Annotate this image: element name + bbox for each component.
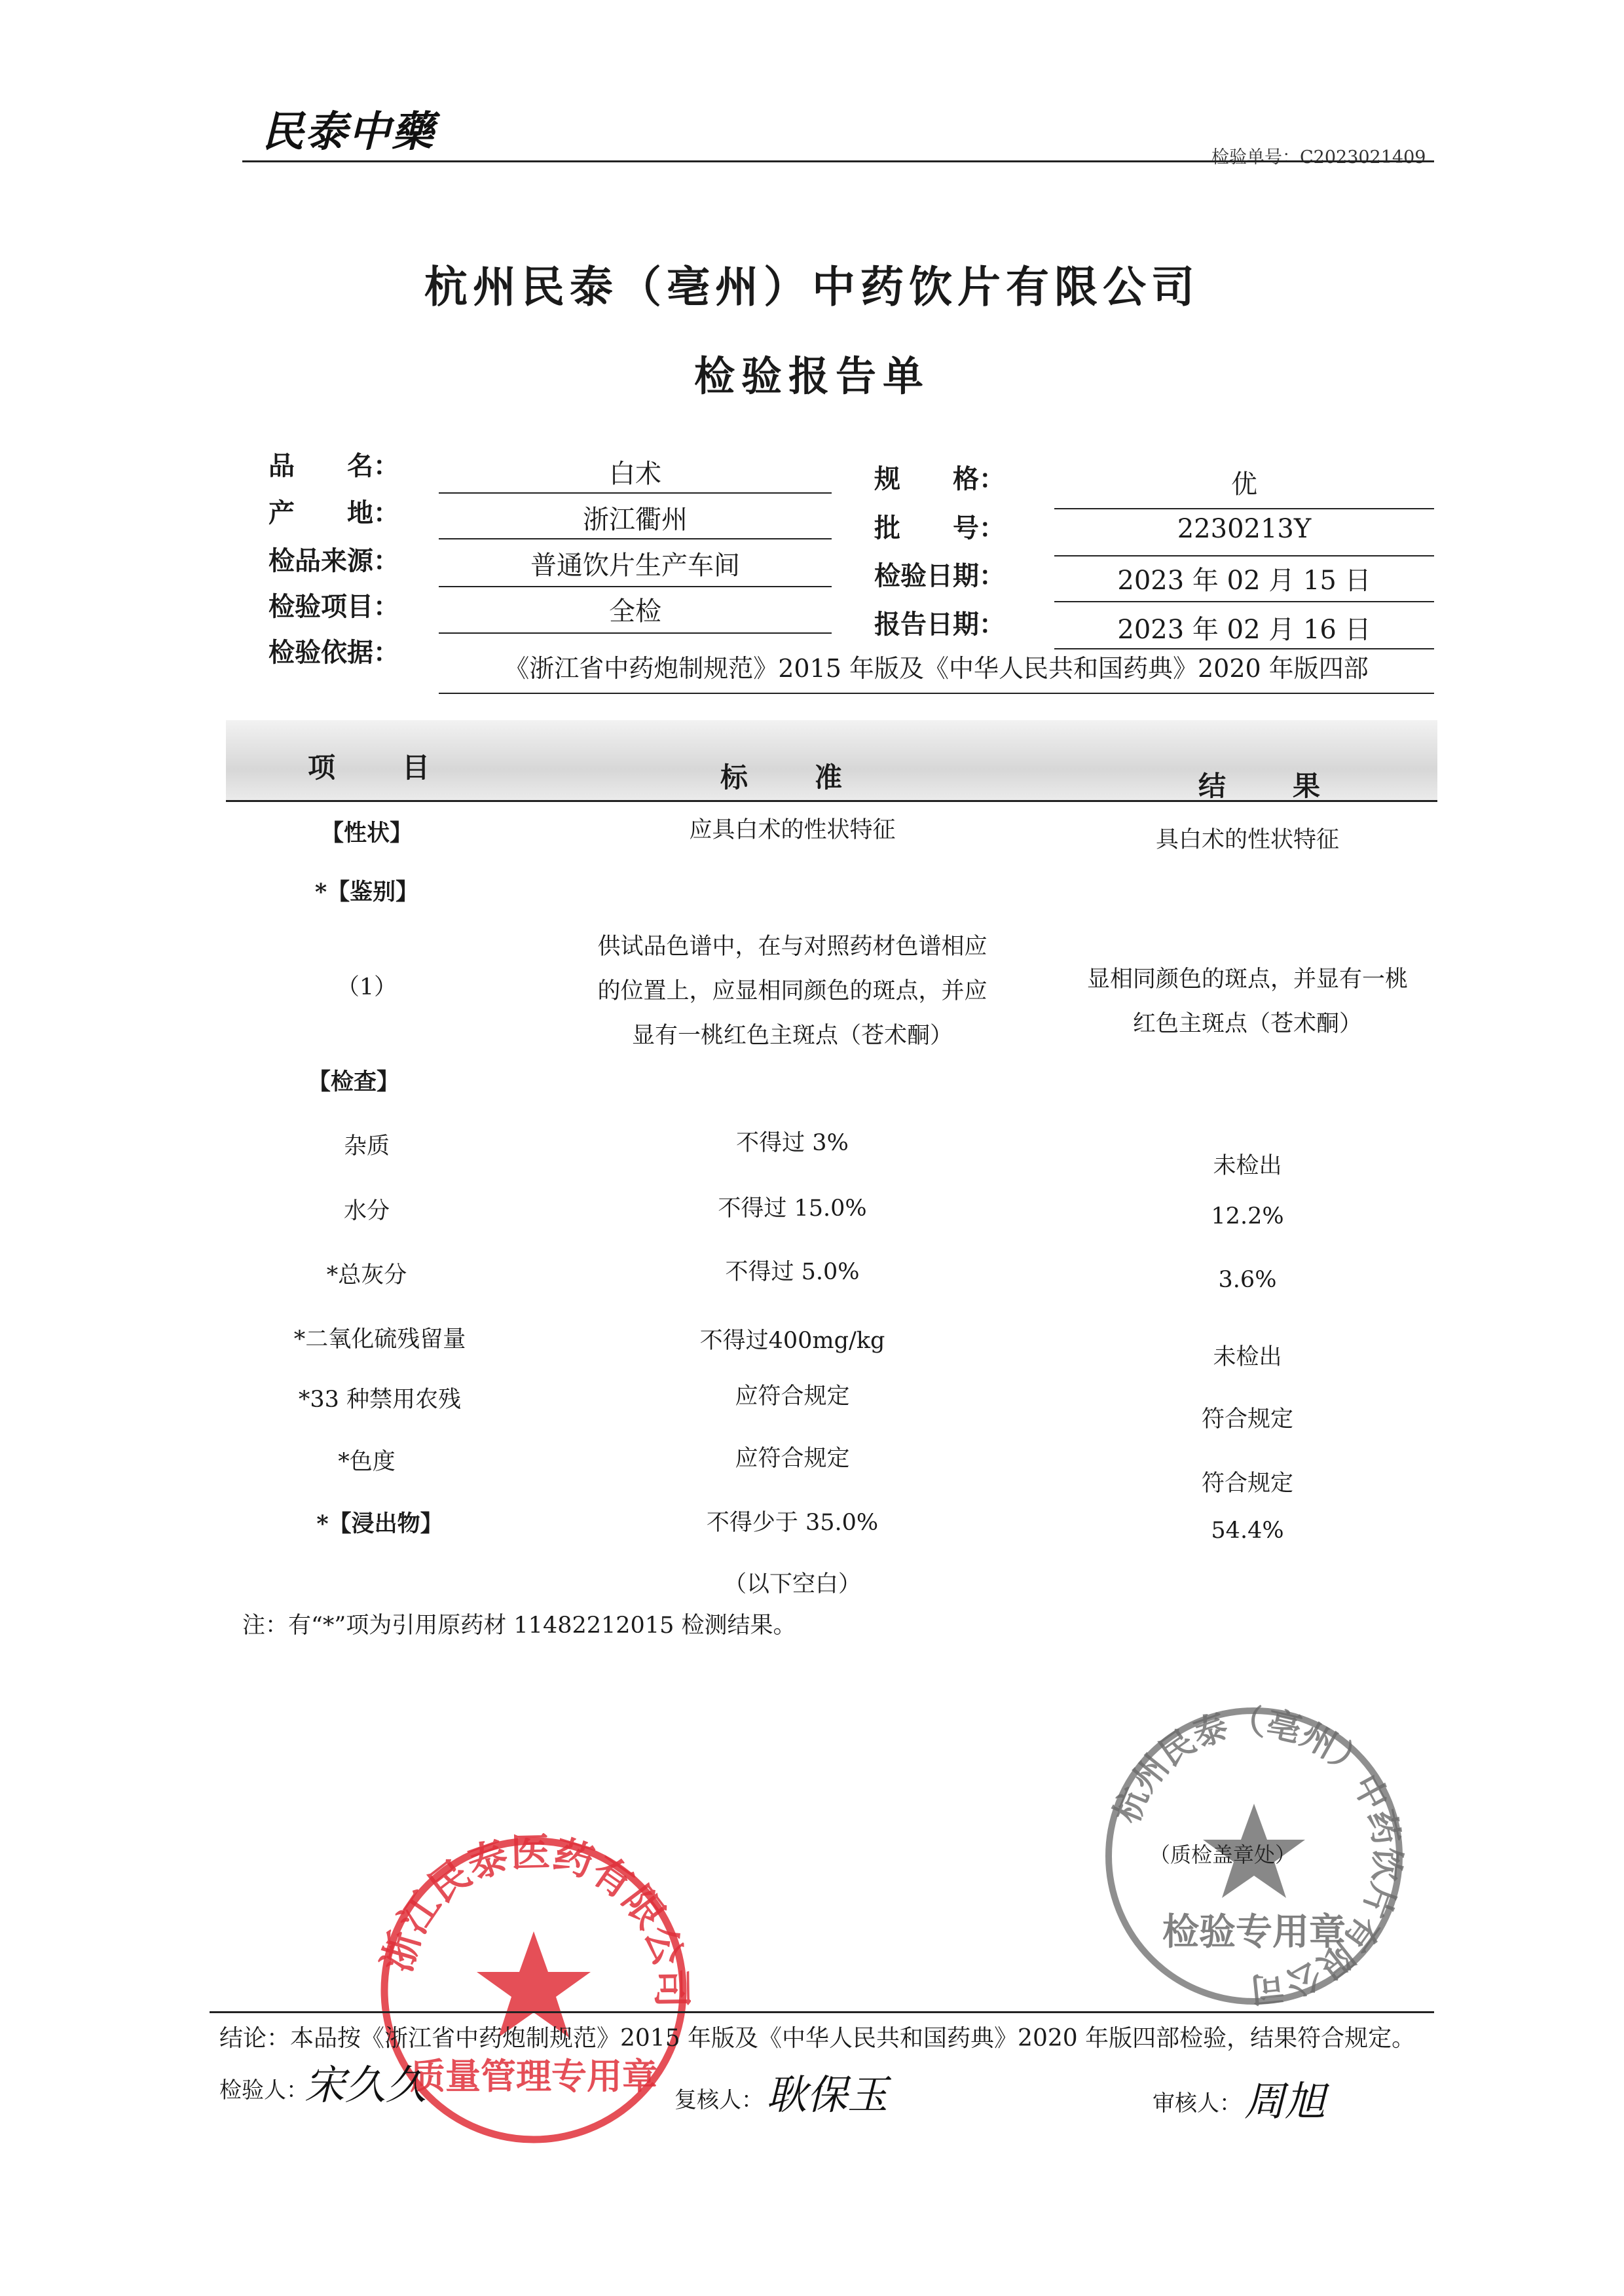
table-row-item: 水分 [343, 1198, 390, 1224]
report-date-value: 2023 年 02 月 16 日 [1117, 615, 1371, 645]
underline [1054, 601, 1434, 602]
header-rule [242, 160, 1434, 162]
items-value: 全检 [609, 596, 661, 627]
product-name-label: 品 名： [268, 450, 399, 481]
column-header-standard: 标 准 [720, 761, 862, 793]
table-row-result: 符合规定 [1201, 1470, 1293, 1497]
column-header-item: 项 目 [308, 752, 450, 784]
basis-label: 检验依据： [268, 637, 399, 668]
source-value: 普通饮片生产车间 [530, 551, 740, 581]
underline [1054, 508, 1434, 509]
table-row-result: 符合规定 [1201, 1406, 1293, 1432]
underline [1054, 555, 1434, 556]
conclusion-text: 结论：本品按《浙江省中药炮制规范》2015 年版及《中华人民共和国药典》2020 年版四部检验，结果符合规定。 [219, 2025, 1416, 2052]
company-name: 杭州民泰（亳州）中药饮片有限公司 [424, 261, 1200, 312]
table-row-standard: 不得少于 35.0% [706, 1510, 879, 1536]
table-row-item: *【鉴别】 [314, 879, 419, 905]
table-row-result: 未检出 [1213, 1153, 1282, 1179]
items-label: 检验项目： [268, 591, 399, 622]
basis-value: 《浙江省中药炮制规范》2015 年版及《中华人民共和国药典》2020 年版四部 [504, 654, 1369, 683]
inspector-label: 检验人： [219, 2077, 308, 2104]
column-header-result: 结 果 [1198, 770, 1340, 802]
qc-stamp-label: （质检盖章处） [1149, 1842, 1297, 1867]
batch-label: 批 号： [874, 513, 1005, 543]
table-row-result [1061, 957, 1434, 1046]
source-label: 检品来源： [268, 545, 399, 576]
table-row-standard: 应符合规定 [735, 1383, 850, 1410]
seal-subtext: 质量管理专用章 [410, 2055, 657, 2097]
underline [439, 632, 832, 634]
table-row-item: 【性状】 [320, 820, 413, 847]
seal-text: 杭州民泰（亳州）中药饮片有限公司 [1106, 1702, 1408, 2010]
product-name-value: 白术 [609, 459, 661, 489]
report-number: 检验单号：C2023021409 [1211, 147, 1426, 168]
underline [439, 538, 832, 539]
spec-value: 优 [1231, 469, 1257, 500]
reviewer-signature: 耿保玉 [766, 2071, 889, 2119]
table-row-standard: 不得过 5.0% [725, 1259, 860, 1285]
underline [439, 492, 832, 494]
table-row-item: 【检查】 [308, 1068, 400, 1095]
approver-label: 审核人： [1153, 2090, 1242, 2117]
underline [439, 693, 1434, 694]
seal-subtext: 检验专用章 [1162, 1910, 1346, 1954]
table-row-result: 未检出 [1213, 1344, 1282, 1370]
table-row-standard [563, 924, 1022, 1058]
table-row-standard: 应具白术的性状特征 [689, 817, 896, 843]
table-row-result: 54.4% [1211, 1518, 1284, 1544]
table-row-standard: 不得过 3% [736, 1130, 849, 1156]
table-row-item: *总灰分 [326, 1262, 407, 1288]
report-date-label: 报告日期： [874, 609, 1005, 640]
table-row-standard: 不得过400mg/kg [699, 1328, 885, 1354]
table-row-standard: 不得过 15.0% [718, 1195, 867, 1222]
table-row-item: 杂质 [343, 1133, 390, 1159]
origin-label: 产 地： [268, 498, 399, 528]
table-row-item: *33 种禁用农残 [298, 1387, 462, 1413]
blank-note: （以下空白） [723, 1571, 861, 1597]
conclusion-rule [210, 2011, 1434, 2013]
test-date-value: 2023 年 02 月 15 日 [1117, 566, 1371, 596]
table-row-result: 具白术的性状特征 [1155, 827, 1339, 853]
result-line: 红色主斑点（苍术酮） [1132, 1011, 1362, 1037]
table-row-standard: 应符合规定 [735, 1446, 850, 1472]
table-row-item: *【浸出物】 [316, 1510, 443, 1537]
footnote: 注：有“*”项为引用原药材 11482212015 检测结果。 [242, 1613, 796, 1639]
company-logo: 民泰中藥 [262, 107, 435, 156]
standard-line: 显有一桃红色主斑点（苍术酮） [631, 1023, 953, 1049]
table-row-result: 12.2% [1211, 1203, 1284, 1230]
batch-value: 2230213Y [1177, 514, 1312, 544]
result-line: 显相同颜色的斑点，并显有一桃 [1086, 966, 1408, 993]
approver-signature: 周旭 [1244, 2077, 1326, 2125]
spec-label: 规 格： [874, 464, 1005, 494]
table-row-item: *色度 [338, 1449, 396, 1475]
table-row-item: （1） [336, 974, 397, 1000]
underline [439, 586, 832, 587]
standard-line: 的位置上，应显相同颜色的斑点，并应 [597, 978, 987, 1004]
reviewer-label: 复核人： [674, 2087, 764, 2113]
inspector-signature: 宋久久 [304, 2061, 427, 2109]
test-date-label: 检验日期： [874, 560, 1005, 591]
table-row-item: *二氧化硫残留量 [293, 1326, 466, 1353]
table-row-result: 3.6% [1218, 1267, 1277, 1293]
origin-value: 浙江衢州 [583, 505, 688, 535]
standard-line: 供试品色谱中，在与对照药材色谱相应 [597, 934, 987, 960]
seal-text: 浙江民泰医药有限公司 [377, 1833, 691, 2009]
document-title: 检验报告单 [693, 352, 930, 400]
